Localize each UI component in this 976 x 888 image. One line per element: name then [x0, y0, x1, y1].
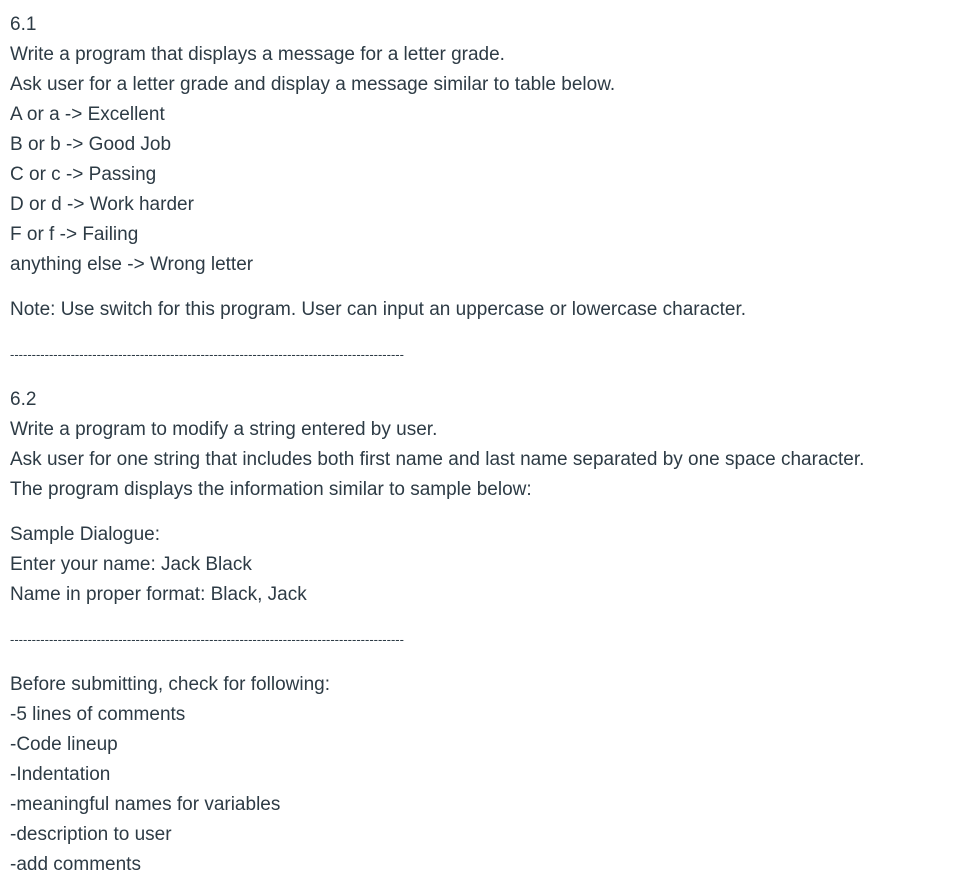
sample-line: Sample Dialogue: — [10, 524, 160, 545]
grade-row: C or c -> Passing — [10, 164, 157, 185]
checklist-item: -meaningful names for variables — [10, 794, 281, 815]
grade-row: A or a -> Excellent — [10, 104, 165, 125]
section-6-2 — [10, 385, 976, 610]
instruction-line: Ask user for one string that includes both first name and last name separated by one space character. — [10, 449, 865, 470]
section-number: 6.1 — [10, 14, 37, 35]
checklist-item: -5 lines of comments — [10, 704, 186, 725]
section-number: 6.2 — [10, 389, 37, 410]
checklist-item: -add comments — [10, 854, 141, 875]
checklist-heading: Before submitting, check for following: — [10, 674, 330, 695]
grade-row: B or b -> Good Job — [10, 134, 172, 155]
instruction-line: Write a program to modify a string entered by user. — [10, 419, 438, 440]
divider: ------------------------------------------------------------------------------------------- — [10, 347, 404, 362]
section-6-1 — [10, 10, 976, 325]
checklist-item: -description to user — [10, 824, 172, 845]
instruction-line: Ask user for a letter grade and display a message similar to table below. — [10, 74, 616, 95]
checklist-item: -Code lineup — [10, 734, 118, 755]
submission-checklist — [10, 670, 976, 880]
checklist-item: -Indentation — [10, 764, 111, 785]
grade-row: F or f -> Failing — [10, 224, 139, 245]
grade-row: D or d -> Work harder — [10, 194, 194, 215]
note-text: Note: Use switch for this program. User can input an uppercase or lowercase character. — [10, 299, 747, 320]
sample-line: Name in proper format: Black, Jack — [10, 584, 307, 605]
grade-row: anything else -> Wrong letter — [10, 254, 254, 275]
divider: ------------------------------------------------------------------------------------------- — [10, 632, 404, 647]
instruction-line: The program displays the information similar to sample below: — [10, 479, 532, 500]
instruction-line: Write a program that displays a message for a letter grade. — [10, 44, 505, 65]
sample-line: Enter your name: Jack Black — [10, 554, 252, 575]
